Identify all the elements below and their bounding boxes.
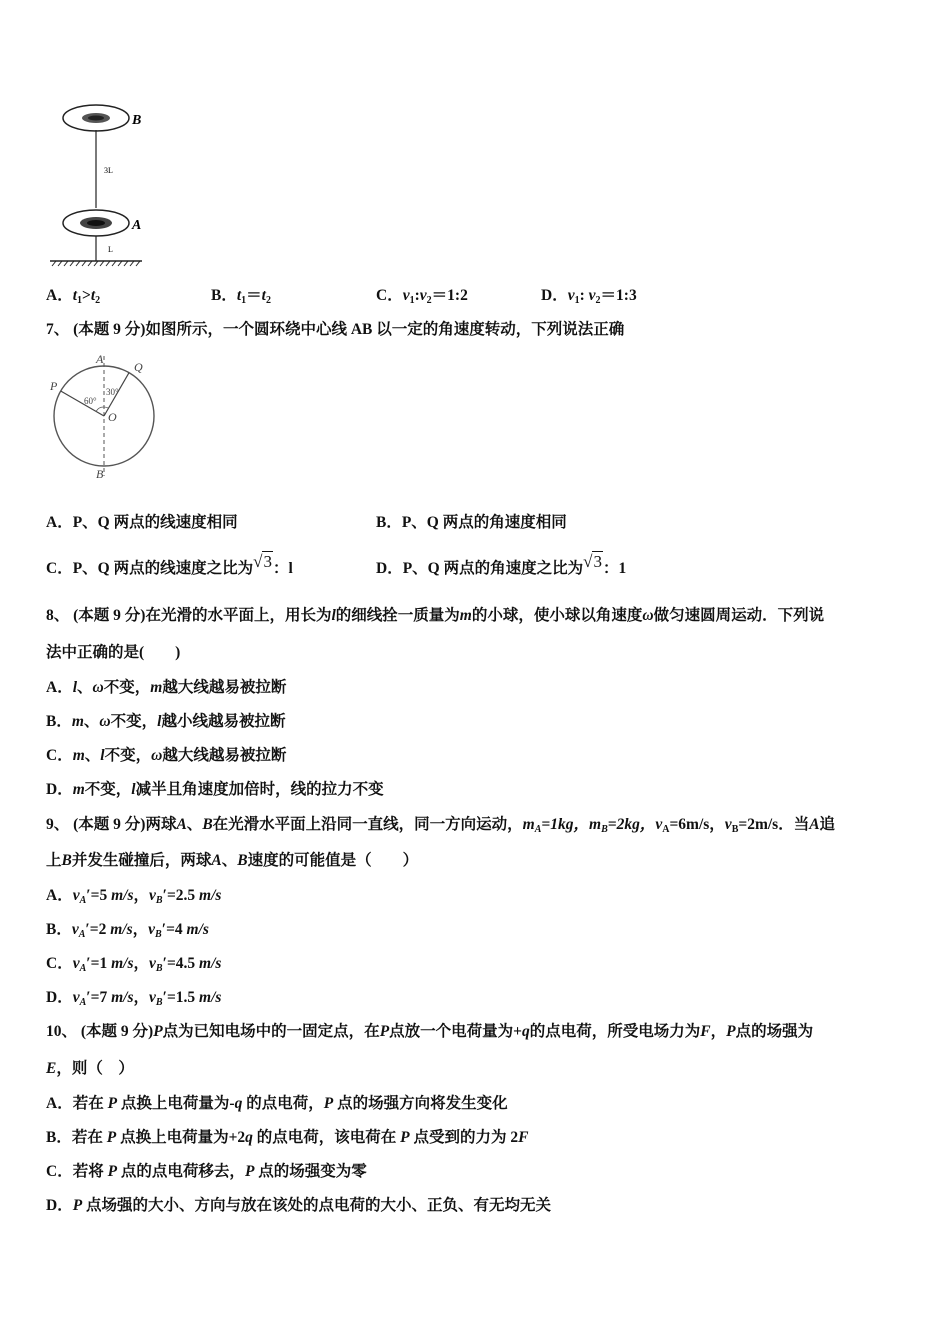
q9-option-b[interactable]: B．$v_A'=2$ m/s，$v_B'=4$ m/s [46, 921, 209, 940]
q9-stem-line2: 上B并发生碰撞后，两球A、B速度的可能值是（ ） [46, 852, 419, 869]
q8-stem-line2: 法中正确的是( ) [46, 644, 181, 661]
angle-60: 60° [84, 396, 97, 406]
q7-option-c[interactable]: C．P、Q 两点的线速度之比为√3：l [46, 552, 293, 577]
label-b: B [132, 113, 142, 128]
q9-option-d[interactable]: D．$v_A'=7$ m/s，$v_B'=1.5$ m/s [46, 989, 222, 1008]
q6-option-c[interactable]: C．$v_1:v_2=1:2$ [376, 287, 468, 306]
q9-option-a[interactable]: A．$v_A'=5$ m/s，$v_B'=2.5$ m/s [46, 887, 222, 906]
label-a: A [96, 352, 104, 366]
two-rings-figure [44, 96, 154, 271]
q7-option-b[interactable]: B．P、Q 两点的角速度相同 [376, 514, 567, 531]
sqrt-symbol: √3 [583, 552, 602, 571]
q10-option-d[interactable]: D．P 点场强的大小、方向与放在该处的点电荷的大小、正负、有无均无关 [46, 1197, 552, 1214]
label-p: P [50, 379, 58, 393]
q6-option-d[interactable]: D．$v_1$: $v_2=1:3$ [541, 287, 637, 306]
q8-option-d[interactable]: D．m不变，l减半且角速度加倍时，线的拉力不变 [46, 781, 384, 798]
label-o: O [108, 410, 117, 424]
q10-stem-line1: 10、 (本题 9 分)P点为已知电场中的一固定点，在P点放一个电荷量为+q的点电荷，所受电场力为F，P点的场强为 [46, 1023, 814, 1040]
q8-option-a[interactable]: A．l、ω不变，m越大线越易被拉断 [46, 679, 287, 696]
q8-option-b[interactable]: B．m、ω不变，l越小线越易被拉断 [46, 713, 286, 730]
q7-option-a[interactable]: A．P、Q 两点的线速度相同 [46, 514, 238, 531]
q6-option-b[interactable]: B．$t_1=t_2$ [211, 287, 271, 306]
q7-stem: 7、 (本题 9 分)如图所示，一个圆环绕中心线 AB 以一定的角速度转动，下列说法正确 [46, 321, 625, 338]
q7-option-d[interactable]: D．P、Q 两点的角速度之比为√3：1 [376, 552, 627, 577]
label-q: Q [134, 360, 143, 374]
q8-option-c[interactable]: C．m、l不变，ω越大线越易被拉断 [46, 747, 287, 764]
q10-option-b[interactable]: B．若在 P 点换上电荷量为+2q 的点电荷，该电荷在 P 点受到的力为 2F [46, 1129, 529, 1146]
ring-axis-figure [44, 350, 162, 482]
q9-stem-line1: 9、 (本题 9 分)两球A、B在光滑水平面上沿同一直线，同一方向运动，$m_A=1kg$，$m_B=2kg$，$v_A=6m/s$，$v_B=2m/s$．当A追 [46, 816, 836, 835]
q10-stem-line2: E，则（ ） [46, 1060, 134, 1077]
sqrt-symbol: √3 [253, 552, 272, 571]
q10-option-c[interactable]: C．若将 P 点的点电荷移去，P 点的场强变为零 [46, 1163, 367, 1180]
label-b: B [96, 467, 104, 481]
q10-option-a[interactable]: A．若在 P 点换上电荷量为-q 的点电荷，P 点的场强方向将发生变化 [46, 1095, 508, 1112]
q6-option-a[interactable]: A．$t_1>t_2$ [46, 287, 101, 306]
label-3l: 3L [104, 166, 113, 175]
q8-stem-line1: 8、 (本题 9 分)在光滑的水平面上，用长为l的细线拴一质量为m的小球，使小球以角速度ω做匀速圆周运动．下列说 [46, 607, 825, 624]
label-l: L [108, 245, 113, 254]
label-a: A [132, 218, 142, 233]
q9-option-c[interactable]: C．$v_A'=1$ m/s，$v_B'=4.5$ m/s [46, 955, 222, 974]
angle-30: 30° [106, 387, 119, 397]
